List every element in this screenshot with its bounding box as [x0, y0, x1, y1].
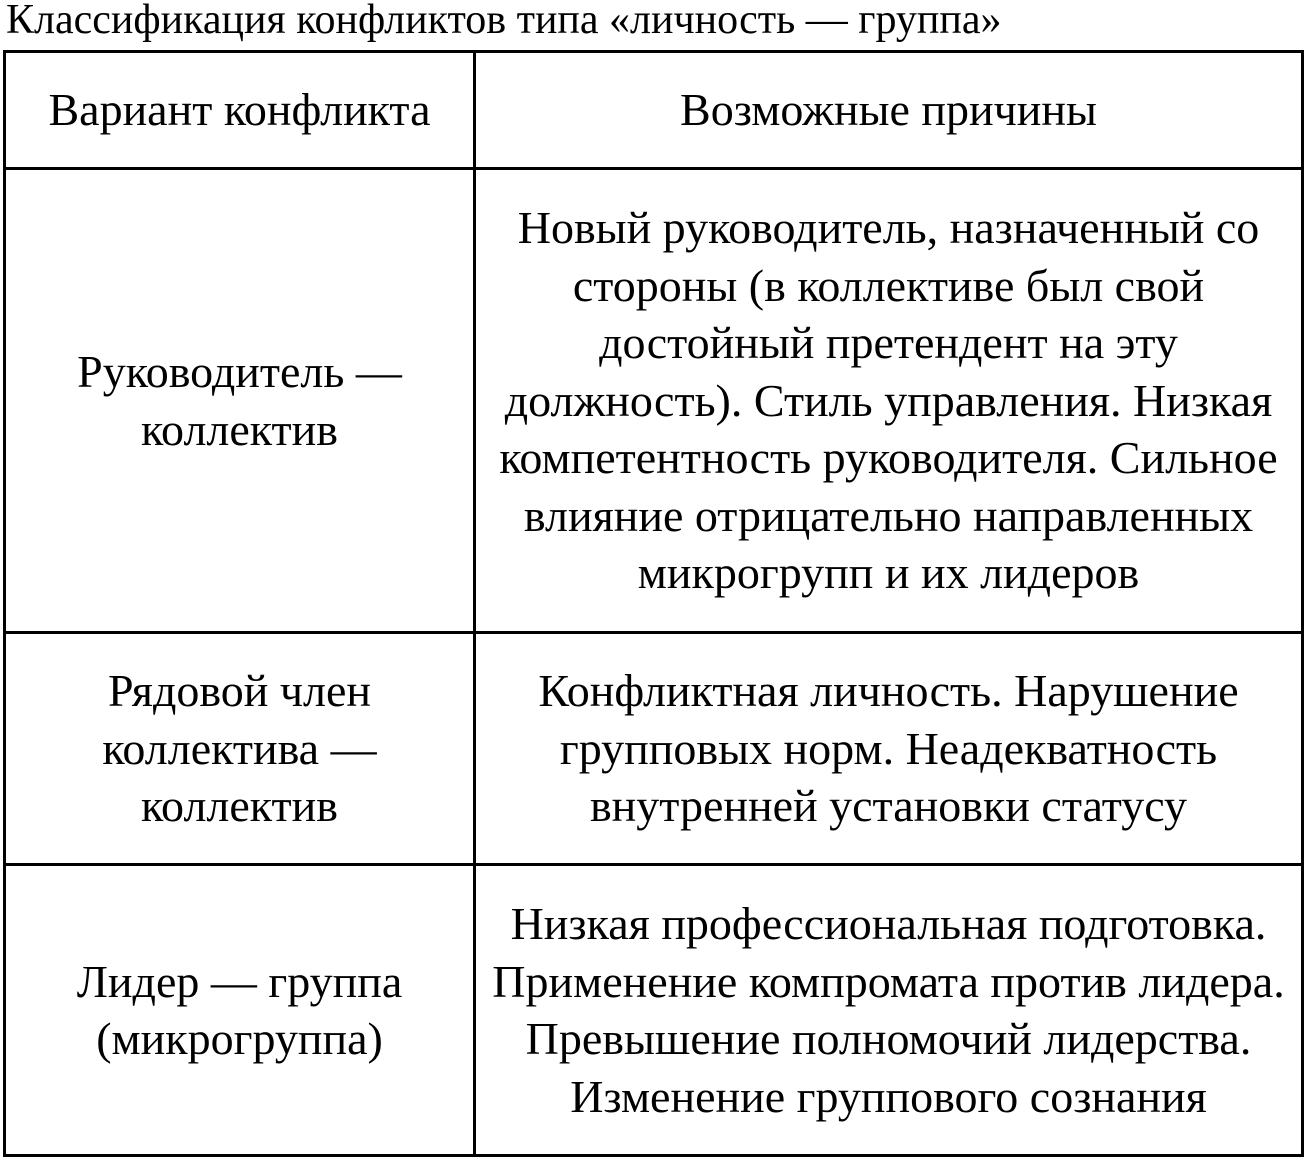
table-row: [5, 633, 1303, 865]
variant-cell: [5, 633, 475, 865]
header-causes-label: Возможные причины: [680, 84, 1097, 136]
variant-cell: [5, 865, 475, 1156]
header-cell-variant: [5, 52, 475, 169]
causes-cell: [475, 633, 1303, 865]
conflict-classification-table: [3, 50, 1304, 1157]
table-header-row: [5, 52, 1303, 169]
causes-text: Конфликтная личность. Нарушение групповых норм. Неадекватность внутренней установки статусу: [538, 665, 1239, 832]
variant-cell: [5, 169, 475, 633]
variant-text: Лидер — группа (микрогруппа): [76, 955, 403, 1064]
causes-cell: [475, 169, 1303, 633]
variant-text: Руководитель — коллектив: [77, 346, 402, 455]
causes-cell: [475, 865, 1303, 1156]
variant-text: Рядовой член коллектива — коллектив: [102, 665, 377, 832]
header-cell-causes: [475, 52, 1303, 169]
causes-text: Низкая профессиональная подготовка. Применение компромата против лидера. Превышение полномочий лидерства. Изменение группового сознания: [492, 898, 1285, 1122]
document-title: Классификация конфликтов типа «личность — группа»: [6, 0, 1002, 43]
header-variant-label: Вариант конфликта: [48, 84, 431, 136]
table-row: [5, 865, 1303, 1156]
causes-text: Новый руководитель, назначенный со стороны (в коллективе был свой достойный претендент на эту должность). Стиль управления. Низкая компетентность руководителя. Сильное влияние отрицательно направленных микрогрупп и их лидеров: [499, 202, 1278, 599]
table-row: [5, 169, 1303, 633]
